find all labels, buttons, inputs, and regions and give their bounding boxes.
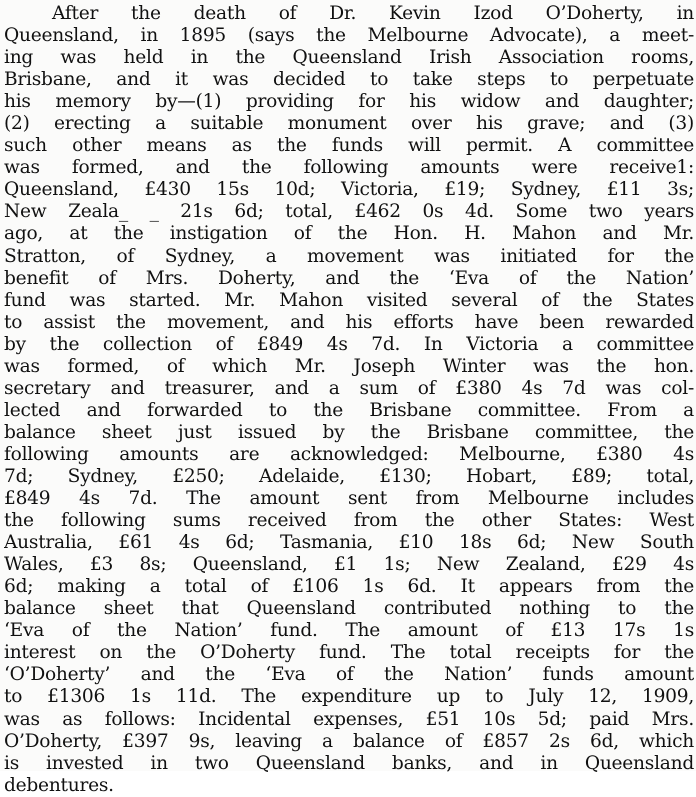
text-line: £849 4s 7d. The amount sent from Melbourne includes [4, 488, 694, 510]
text-line: 7d; Sydney, £250; Adelaide, £130; Hobart, £89; total, [4, 465, 694, 487]
text-line: Wales, £3 8s; Queensland, £1 1s; New Zealand, £29 4s [4, 554, 694, 576]
text-line: ‘O’Doherty’ and the ‘Eva of the Nation’ funds amount [4, 664, 694, 686]
text-line: balance sheet just issued by the Brisbane committee, the [4, 421, 694, 443]
text-line: New Zeala_ _ 21s 6d; total, £462 0s 4d. Some two years [4, 201, 694, 223]
text-line: O’Doherty, £397 9s, leaving a balance of £857 2s 6d, which [4, 730, 694, 752]
text-line: was formed, of which Mr. Joseph Winter was the hon. [4, 355, 694, 377]
text-line: ing was held in the Queensland Irish Association rooms, [4, 47, 694, 69]
text-line: ‘Eva of the Nation’ fund. The amount of £13 17s 1s [4, 620, 694, 642]
text-line: such other means as the funds will permit. A committee [4, 135, 694, 157]
text-line: by the collection of £849 4s 7d. In Victoria a committee [4, 333, 694, 355]
text-line: debentures. [4, 774, 114, 796]
text-line: was as follows: Incidental expenses, £51 10s 5d; paid Mrs. [4, 708, 694, 730]
text-line: to assist the movement, and his efforts have been rewarded [4, 311, 694, 333]
text-line: After the death of Dr. Kevin Izod O’Doherty, in [52, 3, 694, 24]
text-line: Australia, £61 4s 6d; Tasmania, £10 18s 6d; New South [4, 532, 694, 554]
text-line: (2) erecting a suitable monument over his grave; and (3) [4, 113, 694, 135]
text-line: following amounts are acknowledged: Melbourne, £380 4s [4, 443, 694, 465]
text-line: is invested in two Queensland banks, and in Queensland [4, 752, 694, 774]
text-line: Brisbane, and it was decided to take steps to perpetuate [4, 69, 694, 91]
text-line: ago, at the instigation of the Hon. H. Mahon and Mr. [4, 223, 694, 245]
text-line: 6d; making a total of £106 1s 6d. It appears from the [4, 576, 694, 598]
text-line: was formed, and the following amounts were receive1: [4, 157, 694, 179]
text-line: to £1306 1s 11d. The expenditure up to July 12, 1909, [4, 686, 694, 708]
text-line: benefit of Mrs. Doherty, and the ‘Eva of the Nation’ [4, 267, 694, 289]
text-line: his memory by—(1) providing for his widow and daughter; [4, 91, 694, 113]
text-line: Stratton, of Sydney, a movement was initiated for the [4, 245, 694, 267]
text-line: interest on the O’Doherty fund. The total receipts for the [4, 642, 694, 664]
text-line: fund was started. Mr. Mahon visited several of the States [4, 289, 694, 311]
text-line: Queensland, £430 15s 10d; Victoria, £19; Sydney, £11 3s; [4, 179, 694, 201]
text-line: lected and forwarded to the Brisbane committee. From a [4, 399, 694, 421]
text-line: secretary and treasurer, and a sum of £380 4s 7d was col- [4, 377, 694, 399]
article-body [4, 3, 694, 797]
text-line: Queensland, in 1895 (says the Melbourne Advocate), a meet- [4, 25, 694, 47]
text-line: balance sheet that Queensland contributed nothing to the [4, 598, 694, 620]
text-line: the following sums received from the other States: West [4, 510, 694, 532]
